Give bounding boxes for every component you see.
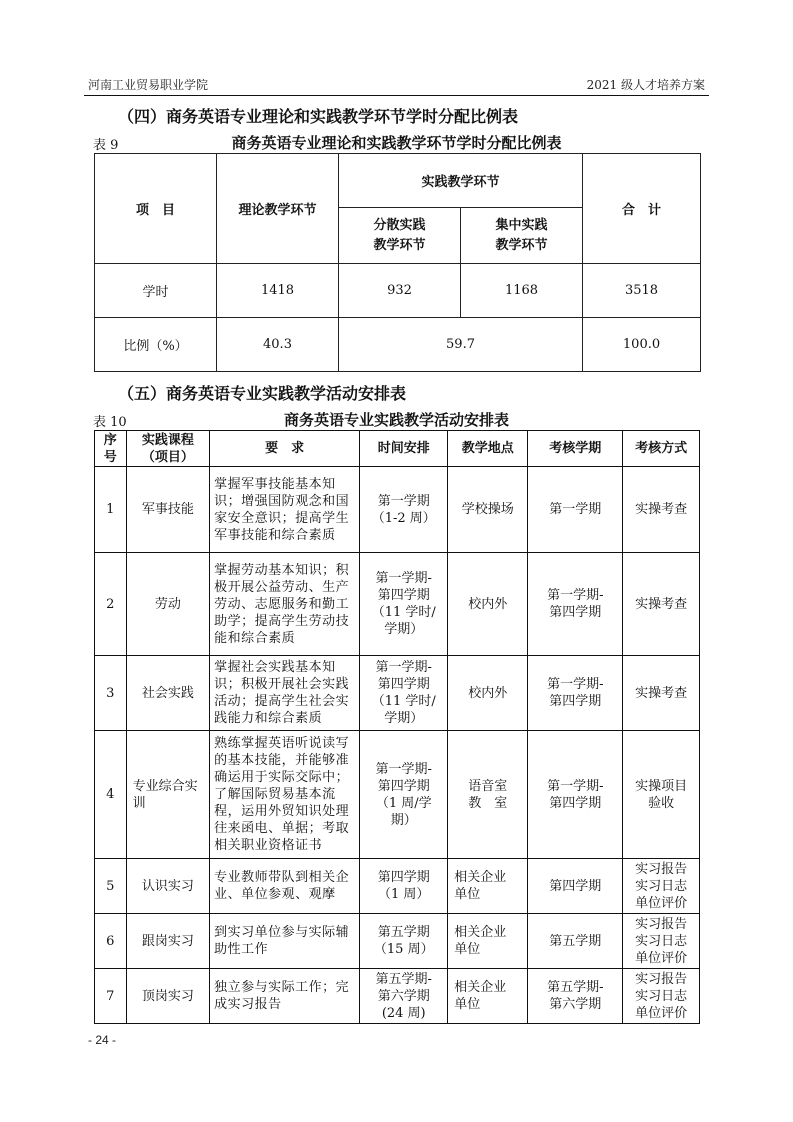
cell-requirement: 掌握军事技能基本知识；增强国防观念和国家安全意识；提高学生军事技能和综合素质	[210, 467, 360, 553]
cell-method: 实操项目 验收	[623, 731, 700, 859]
header-term: 考核学期	[528, 431, 623, 467]
cell-no: 1	[95, 467, 127, 553]
cell-course: 社会实践	[126, 656, 210, 731]
table-10-caption-row	[93, 409, 700, 429]
cell-course: 顶岗实习	[126, 969, 210, 1024]
cell-location: 相关企业 单位	[448, 914, 528, 969]
table-10-tag: 表 10	[93, 415, 127, 430]
table-9-caption-row	[93, 132, 700, 152]
cell-term: 第五学期- 第六学期	[528, 969, 623, 1024]
header-total: 合 计	[583, 154, 701, 264]
row-label: 比例（%）	[95, 318, 217, 372]
table-row	[95, 859, 700, 914]
cell-term: 第一学期	[528, 467, 623, 553]
header-divider	[84, 95, 709, 96]
header-item: 项 目	[95, 154, 217, 264]
cell-location: 相关企业 单位	[448, 969, 528, 1024]
table-row	[95, 656, 700, 731]
table-row	[95, 553, 700, 656]
cell-course: 军事技能	[126, 467, 210, 553]
cell-term: 第一学期- 第四学期	[528, 731, 623, 859]
table-9-tag: 表 9	[93, 138, 119, 153]
cell-course: 专业综合实训	[126, 731, 210, 859]
cell-requirement: 掌握劳动基本知识；积极开展公益劳动、生产劳动、志愿服务和勤工助学；提高学生劳动技能和综合素质	[210, 553, 360, 656]
cell-practice: 59.7	[339, 318, 583, 372]
table-9-caption: 商务英语专业理论和实践教学环节学时分配比例表	[231, 134, 562, 152]
header-practice: 实践教学环节	[339, 154, 583, 208]
cell-method: 实操考查	[623, 553, 700, 656]
cell-theory: 1418	[217, 264, 339, 318]
cell-course: 认识实习	[126, 859, 210, 914]
cell-term: 第一学期- 第四学期	[528, 553, 623, 656]
cell-schedule: 第四学期 （1 周）	[360, 859, 448, 914]
cell-term: 第五学期	[528, 914, 623, 969]
header-method: 考核方式	[623, 431, 700, 467]
cell-concentrated: 1168	[461, 264, 583, 318]
header-schedule: 时间安排	[360, 431, 448, 467]
cell-requirement: 熟练掌握英语听说读写的基本技能，并能够准确运用于实际交际中；了解国际贸易基本流程，运用外贸知识处理往来函电、单据；考取相关职业资格证书	[210, 731, 360, 859]
cell-theory: 40.3	[217, 318, 339, 372]
cell-dispersed: 932	[339, 264, 461, 318]
cell-total: 3518	[583, 264, 701, 318]
section-heading-5: （五）商务英语专业实践教学活动安排表	[118, 384, 407, 403]
cell-no: 3	[95, 656, 127, 731]
cell-schedule: 第一学期 （1-2 周）	[360, 467, 448, 553]
cell-no: 7	[95, 969, 127, 1024]
table-row-ratio	[95, 318, 701, 372]
cell-method: 实习报告 实习日志 单位评价	[623, 859, 700, 914]
header-dispersed: 分散实践 教学环节	[339, 208, 461, 264]
cell-no: 4	[95, 731, 127, 859]
cell-location: 学校操场	[448, 467, 528, 553]
table-row	[95, 969, 700, 1024]
cell-method: 实操考查	[623, 467, 700, 553]
cell-course: 跟岗实习	[126, 914, 210, 969]
cell-schedule: 第一学期- 第四学期 （1 周/学 期）	[360, 731, 448, 859]
cell-method: 实操考查	[623, 656, 700, 731]
header-course: 实践课程 （项目）	[126, 431, 210, 467]
cell-location: 相关企业 单位	[448, 859, 528, 914]
cell-location: 校内外	[448, 656, 528, 731]
cell-schedule: 第五学期- 第六学期 (24 周)	[360, 969, 448, 1024]
practice-activities-table	[94, 430, 700, 1024]
cell-no: 5	[95, 859, 127, 914]
table-row	[95, 731, 700, 859]
cell-requirement: 专业教师带队到相关企业、单位参观、观摩	[210, 859, 360, 914]
cell-schedule: 第一学期- 第四学期 （11 学时/ 学期）	[360, 553, 448, 656]
section-heading-4: （四）商务英语专业理论和实践教学环节学时分配比例表	[118, 107, 519, 126]
cell-location: 校内外	[448, 553, 528, 656]
cell-term: 第一学期- 第四学期	[528, 656, 623, 731]
cell-schedule: 第五学期 （15 周）	[360, 914, 448, 969]
cell-requirement: 独立参与实际工作；完成实习报告	[210, 969, 360, 1024]
page-number: - 24 -	[88, 1033, 117, 1047]
header-requirement: 要 求	[210, 431, 360, 467]
header-location: 教学地点	[448, 431, 528, 467]
hours-ratio-table	[94, 153, 701, 372]
row-label: 学时	[95, 264, 217, 318]
cell-course: 劳动	[126, 553, 210, 656]
cell-no: 2	[95, 553, 127, 656]
page-header	[88, 76, 705, 94]
cell-method: 实习报告 实习日志 单位评价	[623, 914, 700, 969]
header-concentrated: 集中实践 教学环节	[461, 208, 583, 264]
cell-no: 6	[95, 914, 127, 969]
cell-location: 语音室 教 室	[448, 731, 528, 859]
cell-schedule: 第一学期- 第四学期 （11 学时/ 学期）	[360, 656, 448, 731]
table-row-hours	[95, 264, 701, 318]
cell-total: 100.0	[583, 318, 701, 372]
header-no: 序 号	[95, 431, 127, 467]
table-row	[95, 467, 700, 553]
cell-requirement: 掌握社会实践基本知识；积极开展社会实践活动；提高学生社会实践能力和综合素质	[210, 656, 360, 731]
cell-term: 第四学期	[528, 859, 623, 914]
cell-method: 实习报告 实习日志 单位评价	[623, 969, 700, 1024]
header-theory: 理论教学环节	[217, 154, 339, 264]
table-row	[95, 914, 700, 969]
institution-name: 河南工业贸易职业学院	[88, 78, 209, 92]
document-title: 2021 级人才培养方案	[586, 78, 705, 92]
table-10-caption: 商务英语专业实践教学活动安排表	[283, 411, 509, 429]
cell-requirement: 到实习单位参与实际辅助性工作	[210, 914, 360, 969]
